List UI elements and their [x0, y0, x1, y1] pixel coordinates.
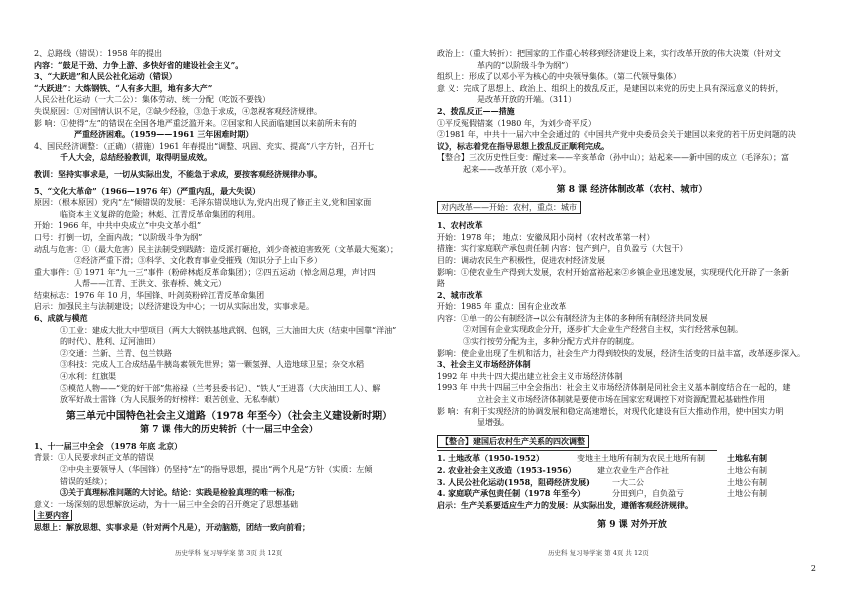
- section-heading: 1、农村改革: [437, 220, 483, 231]
- table-cell: 一大二公: [612, 477, 644, 487]
- table-cell: 4. 家庭联产承包责任制（1978 年至今）: [437, 488, 586, 499]
- table-row: [437, 488, 827, 500]
- section-heading: 主要内容: [34, 510, 72, 521]
- lesson-note: 启示：加强民主与法制建设；以经济建设为中心；一切从实际出发，实事求是。: [34, 302, 314, 312]
- text-line: 内容：①单一的公有制经济→以公有制经济为主体的多种所有制经济共同发展: [437, 313, 708, 323]
- text-line: 严重经济困难。（1959——1961 三年困难时期）: [74, 129, 254, 140]
- text-line: 是改革开放的开端。（311）: [477, 95, 577, 105]
- text-line: ⑤模范人物——“党的好干部”焦裕禄（兰考县委书记）、“铁人”王进喜（大庆油田工人）、解: [60, 383, 381, 393]
- text-line: 临资本主义复辟的危险；林彪、江青反革命集团的利用。: [60, 209, 260, 219]
- text-line: 错误的延续）；: [60, 476, 112, 486]
- right-column: [437, 48, 827, 532]
- table-cell: 3. 人民公社化运动(1958，阻碍经济发展): [437, 476, 590, 487]
- text-line: 政治上：（重大转折）：把国家的工作重心转移到经济建设上来，实行改革开放的伟大决策（针对文: [437, 49, 781, 58]
- text-line: 启示：生产关系要适应生产力的发展：从实际出发，遵循客观经济规律。: [437, 499, 693, 510]
- section-heading: 【整合】建国后农村生产关系的四次调整: [437, 435, 589, 449]
- text-line: 背景：①人民要求纠正文革的错误: [34, 453, 154, 463]
- text-line: 原因：（根本原因）党内“左”倾错误的发展：毛泽东错误地认为,党内出现了修正主义,党和国家面: [34, 198, 372, 208]
- text-line: ③关于真理标准问题的大讨论。结论：实践是检验真理的唯一标准;: [60, 487, 295, 498]
- footer-left: 历史学科 复习导学案 第 3页 共 12页: [175, 549, 283, 557]
- text-line: 组织上：形成了以邓小平为核心的中央领导集体。（第二代领导集体）: [437, 72, 681, 82]
- text-line: 开始：1966 年，中共中央成立“中央文革小组”: [34, 221, 202, 231]
- text-line: 影 响：①使得“左”的错误在全国各地严重泛滥开来。②国家和人民面临建国以来前所未有的: [34, 118, 357, 128]
- text-line: 影响：①使农业生产得到大发展，农村开始富裕起来②乡镇企业迅速发展，实现现代化开辟了一条新: [437, 267, 789, 277]
- text-line: ②交通：兰新、兰青、包兰铁路: [60, 348, 172, 358]
- text-line: 意 义：完成了思想上、政治上、组织上的拨乱反正，是建国以来党的历史上具有深远意义的转折，: [437, 83, 784, 93]
- text-line: 1993 年 中共十四届三中全会指出：社会主义市场经济体制是同社会主义基本制度结合在一起的，建: [437, 383, 791, 393]
- table-cell: 变地主土地所有制为农民土地所有制: [577, 454, 705, 464]
- table-cell: 土地公有制: [727, 489, 767, 499]
- text-line: 意义：一场深刻的思想解放运动，为十一届三中全会的召开奠定了思想基础: [34, 499, 298, 509]
- table-cell: 土地公有制: [727, 477, 767, 487]
- lesson-note: 对内改革——开始：农村，重点：城市: [437, 201, 581, 215]
- table-cell: 分田到户，自负盈亏: [612, 489, 684, 499]
- text-line: 议》，标志着党在指导思想上拨乱反正顺利完成。: [437, 140, 609, 151]
- text-line: 路: [437, 279, 445, 289]
- text-line: 起来——改革开放（邓小平）。: [463, 164, 571, 174]
- section-heading: 1、十一届三中全会 （1978 年底 北京）: [34, 440, 183, 451]
- lesson-title: 第 8 课 经济体制改革（农村、城市）: [556, 184, 708, 195]
- table-row: [437, 465, 827, 477]
- text-line: 口号：打倒一切，全面内战；“以阶级斗争为纲”: [34, 232, 203, 242]
- text-line: 千人大会，总结经验教训，取得明显成效。: [60, 152, 212, 163]
- text-line: 思想上：解放思想、实事求是（针对两个凡是），开动脑筋，团结一致向前看；: [34, 521, 310, 532]
- text-line: 人民公社化运动（一大二公）：集体劳动、统一分配（吃饭不要钱）: [34, 95, 270, 105]
- section-heading: 3、社会主义市场经济体制: [437, 359, 531, 370]
- left-column: [34, 48, 424, 534]
- unit-title: 第三单元中国特色社会主义道路（1978 年至今）（社会主义建设新时期）: [65, 410, 393, 422]
- table-cell: 建立农业生产合作社: [597, 466, 669, 475]
- divider: [437, 450, 717, 451]
- table-cell: 1. 土地改革（1950-1952）: [437, 453, 544, 464]
- section-heading: 2、拨乱反正——措施: [437, 105, 515, 116]
- lesson-note: 教训：坚持实事求是，一切从实际出发，不能急于求成，要按客观经济规律办事。: [34, 168, 322, 179]
- table-cell: 土地私有制: [727, 453, 767, 464]
- text-line: 措施：实行家庭联产承包责任制 内容：包产到户，自负盈亏（大包干）: [437, 244, 688, 254]
- page-number: 2: [810, 564, 816, 573]
- lesson-title: 第 7 课 伟大的历史转折（十一届三中全会）: [140, 424, 318, 435]
- section-heading: 5、“文化大革命”（1966—1976 年）（严重内乱，最大失误）: [34, 185, 261, 196]
- table-row: [437, 477, 827, 489]
- text-line: 放军好战士雷锋（为人民服务的好榜样：艰苦创业、无私奉献）: [60, 395, 284, 405]
- text-line: 的时代）、胜利、辽河油田）: [60, 337, 160, 347]
- text-line: 2、总路线（错误）：1958 年的提出: [34, 49, 162, 58]
- text-line: 影 响：有利于实现经济的协调发展和稳定高速增长，对现代化建设有巨大推动作用，使中国实力明: [437, 406, 784, 416]
- text-line: ④水利：红旗渠: [60, 372, 116, 382]
- footer-right: 历史科 复习导学案 第 4页 共 12页: [548, 549, 649, 557]
- table-row: [437, 453, 827, 465]
- text-line: 革内的“以阶级斗争为纲”）: [477, 60, 574, 70]
- text-line: 【整合】三次历史性巨变：醒过来——辛亥革命（孙中山）；站起来——新中国的成立（毛泽东）；富: [437, 153, 789, 163]
- text-line: “大跃进”：大炼钢铁、“人有多大胆，地有多大产”: [34, 82, 213, 93]
- text-line: 1992 年 中共十四大提出建立社会主义市场经济体制: [437, 371, 623, 381]
- text-line: 动乱与危害：①（最大危害）民主法制受到践踏：造反派打砸抢，刘少奇被迫害致死（文革最大冤案）；: [34, 244, 398, 254]
- text-line: ②1981 年，中共十一届六中全会通过的《中国共产党中央委员会关于建国以来党的若干历史问题的决: [437, 130, 796, 140]
- text-line: ③科技：完成人工合成结晶牛胰岛素领先世界；第一颗氢弹、人造地球卫星；杂交水稻: [60, 360, 364, 370]
- text-line: 人帮——江青、王洪文、张春桥、姚文元）: [74, 279, 226, 289]
- text-line: 内容：“鼓足干劲、力争上游、多快好省的建设社会主义”。: [34, 59, 244, 70]
- text-line: ②经济严重下滑；③科学、文化教育事业受摧残（知识分子上山下乡）: [74, 256, 322, 266]
- text-line: ②中央主要领导人（华国锋）仍坚持“左”的指导思想，提出“两个凡是”方针（实质：左倾: [60, 465, 373, 474]
- text-line: 影响：使企业出现了生机和活力，社会生产力得到较快的发展，经济生活变的日益丰富，改革逐步深入。: [437, 348, 805, 358]
- text-line: 失误原因：①对国情认识不足，②缺少经验，③急于求成，④忽视客观经济规律。: [34, 106, 322, 116]
- table-cell: 土地公有制: [727, 466, 767, 475]
- lesson-title: 第 9 课 对外开放: [597, 520, 667, 531]
- text-line: 开始：1978 年； 地点：安徽凤阳小岗村（农村改革第一村）: [437, 232, 655, 242]
- section-heading: 3、“大跃进”和人民公社化运动（错误）: [34, 71, 177, 82]
- text-line: ③实行按劳分配为主，多种分配方式并存的制度。: [463, 337, 639, 347]
- section-heading: 6、成就与模范: [34, 313, 88, 324]
- text-line: 显增强。: [477, 418, 509, 428]
- text-line: 结束标志：1976 年 10 月，华国锋、叶剑英粉碎江青反革命集团: [34, 290, 265, 300]
- text-line: ①工业：建成大批大中型项目（两大大钢铁基地武钢、包钢，三大油田大庆（结束中国靠“洋油”: [60, 325, 397, 335]
- text-line: ②对国有企业实现政企分开，逐步扩大企业生产经营自主权，实行经营承包制。: [463, 325, 743, 335]
- text-line: 目的：调动农民生产积极性，促进农村经济发展: [437, 255, 605, 265]
- table-cell: 2. 农业社会主义改造（1953-1956）: [437, 465, 576, 475]
- text-line: 开始：1985 年 重点：国有企业改革: [437, 302, 567, 312]
- text-line: 重大事件：① 1971 年“九一三”事件（粉碎林彪反革命集团）；②四五运动（悼念周总理，声讨四: [34, 267, 376, 277]
- text-line: ①平反冤假错案（1980 年，为刘少奇平反）: [437, 118, 596, 128]
- section-heading: 2、城市改革: [437, 289, 483, 300]
- text-line: 立社会主义市场经济体制就是要使市场在国家宏观调控下对资源配置起基础性作用: [477, 395, 765, 405]
- section-heading: 4、国民经济调整：（正确）（措施）1961 年春提出“调整、巩固、充实、提高”八字方针，召开七: [34, 141, 375, 151]
